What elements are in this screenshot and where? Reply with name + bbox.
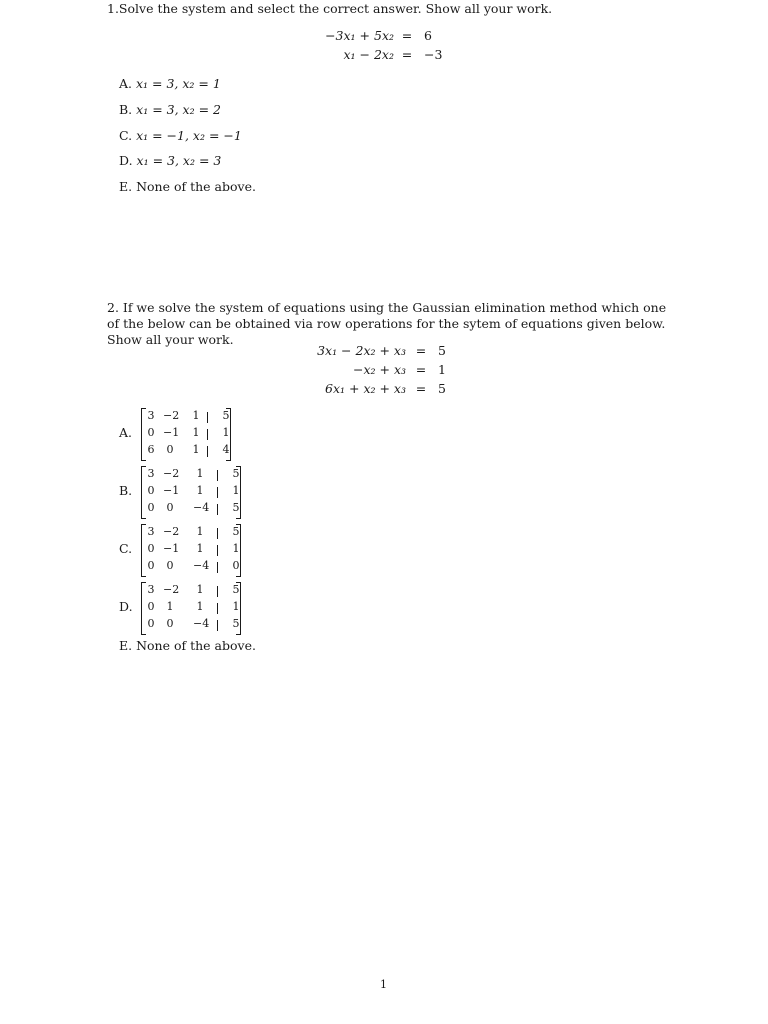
augmented-matrix — [141, 408, 231, 461]
matrix-cell: −2 — [163, 525, 180, 538]
augment-separator — [217, 470, 218, 481]
option-text: x₁ = 3, x₂ = 1 — [136, 76, 221, 91]
matrix-cell: −2 — [163, 409, 180, 422]
matrix-cell: −4 — [193, 617, 210, 630]
option-text: None of the above. — [136, 179, 256, 194]
matrix-cell: −1 — [163, 426, 180, 439]
matrix-cell: −4 — [193, 501, 210, 514]
q1-equation-1 — [300, 27, 460, 45]
q2-equation-system — [300, 342, 460, 400]
augment-separator — [207, 429, 208, 440]
equation-rhs: 5 — [438, 343, 446, 358]
matrix-cell: 0 — [232, 559, 240, 572]
matrix-cell: 0 — [147, 600, 155, 613]
matrix-cell: 0 — [147, 542, 155, 555]
q2-equation-3 — [300, 380, 460, 398]
q1-equation-system — [300, 27, 460, 67]
matrix-cell: 1 — [196, 525, 204, 538]
equation-lhs: −x₂ + x₃ — [352, 362, 406, 377]
equation-lhs: 3x₁ − 2x₂ + x₃ — [317, 343, 406, 358]
augment-separator — [217, 545, 218, 556]
matrix-cell: 0 — [147, 617, 155, 630]
equation-lhs: 6x₁ + x₂ + x₃ — [325, 381, 406, 396]
augment-separator — [217, 620, 218, 631]
q2-equation-1 — [300, 342, 460, 360]
equation-equals: = — [415, 343, 427, 358]
equation-rhs: −3 — [424, 47, 443, 62]
option-letter: E. — [119, 638, 133, 653]
equation-rhs: 1 — [438, 362, 446, 377]
matrix-cell: 5 — [232, 583, 240, 596]
matrix-cell: 1 — [196, 467, 204, 480]
matrix-cell: 3 — [147, 583, 155, 596]
matrix-cell: 1 — [222, 426, 230, 439]
matrix-cell: 1 — [196, 583, 204, 596]
matrix-cell: 6 — [147, 443, 155, 456]
option-text: None of the above. — [136, 638, 256, 653]
option-text: x₁ = −1, x₂ = −1 — [136, 128, 242, 143]
option-letter: A. — [119, 425, 133, 440]
equation-rhs: 5 — [438, 381, 446, 396]
q2-equation-2 — [300, 361, 460, 379]
matrix-cell: 1 — [192, 426, 200, 439]
option-letter: B. — [119, 483, 133, 498]
option-text: x₁ = 3, x₂ = 2 — [136, 102, 221, 117]
matrix-cell: 1 — [232, 484, 240, 497]
equation-rhs: 6 — [424, 28, 432, 43]
augmented-matrix — [141, 582, 241, 635]
matrix-cell: −2 — [163, 467, 180, 480]
q1-prompt: 1.Solve the system and select the correct answer. Show all your work. — [107, 1, 553, 16]
matrix-cell: 3 — [147, 467, 155, 480]
matrix-cell: 0 — [166, 443, 174, 456]
augment-separator — [217, 487, 218, 498]
augment-separator — [217, 586, 218, 597]
augment-separator — [217, 562, 218, 573]
matrix-cell: 5 — [232, 501, 240, 514]
matrix-cell: 5 — [232, 525, 240, 538]
matrix-cell: 1 — [232, 542, 240, 555]
matrix-cell: 3 — [147, 409, 155, 422]
matrix-cell: 0 — [166, 559, 174, 572]
equation-lhs: −3x₁ + 5x₂ — [325, 28, 394, 43]
matrix-cell: 0 — [147, 484, 155, 497]
matrix-cell: −2 — [163, 583, 180, 596]
matrix-cell: 0 — [147, 501, 155, 514]
matrix-cell: 5 — [232, 467, 240, 480]
option-letter: E. — [119, 179, 133, 194]
q2-option-e[interactable] — [119, 638, 256, 653]
matrix-cell: 0 — [166, 501, 174, 514]
matrix-cell: −4 — [193, 559, 210, 572]
q2-prompt: 2. If we solve the system of equations using the Gaussian elimination method which one of the below can be obtained via row operations for the sytem of equations given below. Show all your work. — [107, 300, 667, 347]
matrix-cell: 1 — [196, 542, 204, 555]
matrix-cell: 1 — [192, 409, 200, 422]
equation-equals: = — [415, 381, 427, 396]
option-letter: D. — [119, 599, 133, 614]
q1-option-e[interactable] — [119, 179, 256, 194]
option-letter: B. — [119, 102, 133, 117]
option-text: x₁ = 3, x₂ = 3 — [136, 153, 222, 168]
option-letter: A. — [119, 76, 133, 91]
q1-equation-2 — [300, 46, 460, 64]
augmented-matrix — [141, 524, 241, 577]
augmented-matrix — [141, 466, 241, 519]
matrix-cell: −1 — [163, 542, 180, 555]
option-letter: C. — [119, 128, 133, 143]
matrix-cell: 5 — [222, 409, 230, 422]
matrix-cell: 4 — [222, 443, 230, 456]
matrix-cell: 1 — [192, 443, 200, 456]
q1-option-d[interactable] — [119, 153, 221, 168]
matrix-cell: 1 — [196, 600, 204, 613]
matrix-cell: −1 — [163, 484, 180, 497]
matrix-cell: 1 — [232, 600, 240, 613]
matrix-cell: 3 — [147, 525, 155, 538]
option-letter: C. — [119, 541, 133, 556]
q1-option-b[interactable] — [119, 102, 221, 117]
matrix-cell: 0 — [166, 617, 174, 630]
augment-separator — [217, 504, 218, 515]
page-number: 1 — [380, 978, 387, 991]
equation-equals: = — [401, 47, 413, 62]
matrix-cell: 0 — [147, 426, 155, 439]
equation-lhs: x₁ − 2x₂ — [343, 47, 394, 62]
equation-equals: = — [415, 362, 427, 377]
augment-separator — [207, 412, 208, 423]
option-letter: D. — [119, 153, 133, 168]
augment-separator — [207, 446, 208, 457]
matrix-cell: 1 — [196, 484, 204, 497]
q2-option-a[interactable] — [119, 408, 249, 458]
matrix-cell: 0 — [147, 559, 155, 572]
augment-separator — [217, 603, 218, 614]
q1-option-c[interactable] — [119, 128, 242, 143]
q2-option-b[interactable] — [119, 466, 259, 516]
q1-option-a[interactable] — [119, 76, 221, 91]
matrix-cell: 1 — [166, 600, 174, 613]
q2-option-c[interactable] — [119, 524, 259, 574]
matrix-cell: 5 — [232, 617, 240, 630]
q2-option-d[interactable] — [119, 582, 259, 632]
augment-separator — [217, 528, 218, 539]
equation-equals: = — [401, 28, 413, 43]
